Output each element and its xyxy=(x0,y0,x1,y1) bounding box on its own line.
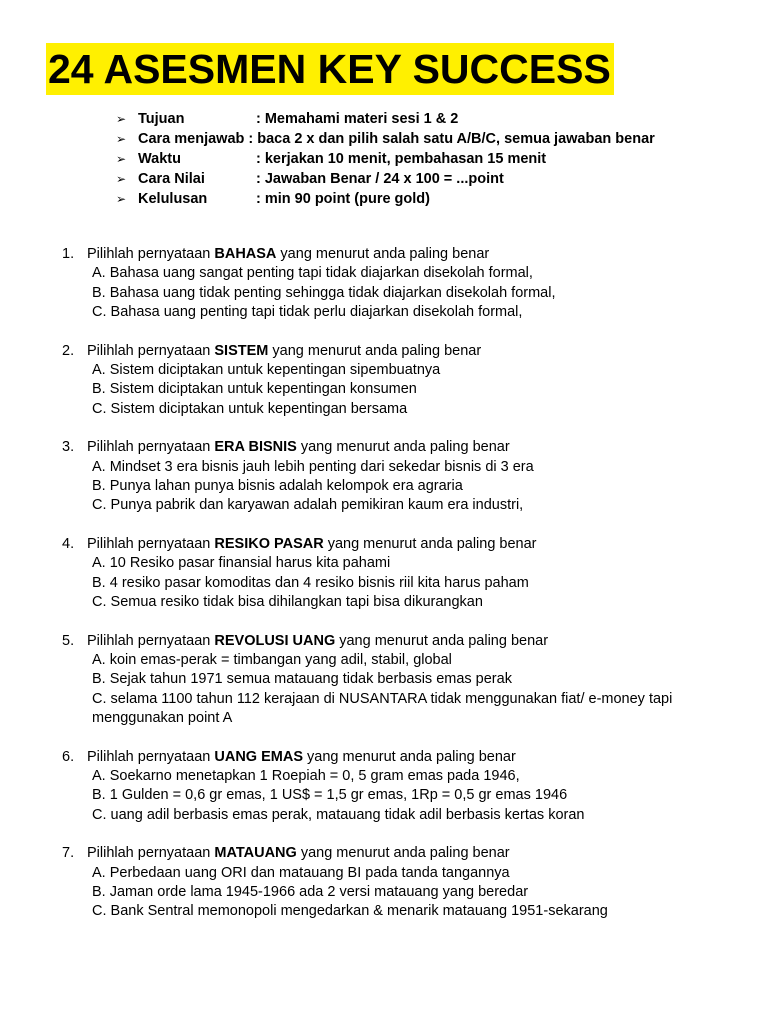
option-b[interactable]: B. Bahasa uang tidak penting sehingga tidak diajarkan disekolah formal, xyxy=(92,284,556,301)
question-text: 7. Pilihlah pernyataan MATAUANG yang menurut anda paling benar xyxy=(62,845,510,862)
instruction-label: Tujuan xyxy=(138,111,185,127)
option-c[interactable]: C. Sistem diciptakan untuk kepentingan bersama xyxy=(92,400,408,417)
option-b[interactable]: B. Sejak tahun 1971 semua matauang tidak berbasis emas perak xyxy=(92,671,512,688)
option-a[interactable]: A. Perbedaan uang ORI dan matauang BI pada tanda tangannya xyxy=(92,864,510,881)
question-text: 6. Pilihlah pernyataan UANG EMAS yang menurut anda paling benar xyxy=(62,748,516,765)
option-a[interactable]: A. Sistem diciptakan untuk kepentingan sipembuatnya xyxy=(92,362,441,379)
instruction-value: : baca 2 x dan pilih salah satu A/B/C, semua jawaban benar xyxy=(248,131,655,147)
instruction-label: Cara menjawab xyxy=(138,131,245,147)
question-7 xyxy=(62,844,742,922)
arrow-bullet-icon: ➢ xyxy=(116,152,127,166)
question-6 xyxy=(62,748,742,826)
arrow-bullet-icon: ➢ xyxy=(116,112,127,126)
question-text: 5. Pilihlah pernyataan REVOLUSI UANG yang menurut anda paling benar xyxy=(62,632,549,649)
instruction-value: : min 90 point (pure gold) xyxy=(256,191,430,207)
option-b[interactable]: B. Sistem diciptakan untuk kepentingan konsumen xyxy=(92,381,417,398)
question-1 xyxy=(62,245,742,323)
option-a[interactable]: A. 10 Resiko pasar finansial harus kita pahami xyxy=(92,555,391,572)
question-5 xyxy=(62,632,742,729)
option-b[interactable]: B. 1 Gulden = 0,6 gr emas, 1 US$ = 1,5 gr emas, 1Rp = 0,5 gr emas 1946 xyxy=(92,787,568,804)
option-a[interactable]: A. koin emas-perak = timbangan yang adil, stabil, global xyxy=(92,651,452,668)
instruction-item xyxy=(116,129,655,149)
question-text: 2. Pilihlah pernyataan SISTEM yang menurut anda paling benar xyxy=(62,342,482,359)
instruction-item xyxy=(116,149,655,169)
arrow-bullet-icon: ➢ xyxy=(116,192,127,206)
question-list xyxy=(62,245,742,941)
instruction-item xyxy=(116,189,655,209)
question-topic: RESIKO PASAR xyxy=(214,535,324,552)
option-a[interactable]: A. Bahasa uang sangat penting tapi tidak diajarkan disekolah formal, xyxy=(92,265,533,282)
instruction-item xyxy=(116,169,655,189)
instruction-value: : Memahami materi sesi 1 & 2 xyxy=(256,111,459,127)
arrow-bullet-icon: ➢ xyxy=(116,172,127,186)
instruction-label: Waktu xyxy=(138,151,181,167)
option-a[interactable]: A. Soekarno menetapkan 1 Roepiah = 0, 5 gram emas pada 1946, xyxy=(92,767,520,784)
question-topic: ERA BISNIS xyxy=(214,439,297,456)
instruction-value: : Jawaban Benar / 24 x 100 = ...point xyxy=(256,171,504,187)
option-b[interactable]: B. Punya lahan punya bisnis adalah kelompok era agraria xyxy=(92,478,463,495)
question-topic: UANG EMAS xyxy=(214,748,303,765)
option-c[interactable]: C. Punya pabrik dan karyawan adalah pemikiran kaum era industri, xyxy=(92,497,524,514)
option-c[interactable]: C. uang adil berbasis emas perak, matauang tidak adil berbasis kertas koran xyxy=(92,806,585,823)
option-c[interactable]: C. selama 1100 tahun 112 kerajaan di NUSANTARA tidak menggunakan fiat/ e-money tapi menggunakan point A xyxy=(92,690,673,727)
question-text: 3. Pilihlah pernyataan ERA BISNIS yang menurut anda paling benar xyxy=(62,439,510,456)
question-topic: REVOLUSI UANG xyxy=(214,632,336,649)
option-c[interactable]: C. Bank Sentral memonopoli mengedarkan & menarik matauang 1951-sekarang xyxy=(92,903,608,920)
instruction-value: : kerjakan 10 menit, pembahasan 15 menit xyxy=(256,151,547,167)
question-topic: MATAUANG xyxy=(214,845,297,862)
question-topic: BAHASA xyxy=(214,246,277,262)
option-c[interactable]: C. Semua resiko tidak bisa dihilangkan tapi bisa dikurangkan xyxy=(92,594,483,611)
question-text: 4. Pilihlah pernyataan RESIKO PASAR yang menurut anda paling benar xyxy=(62,535,537,552)
question-topic: SISTEM xyxy=(214,342,269,359)
arrow-bullet-icon: ➢ xyxy=(116,132,127,146)
question-3 xyxy=(62,438,742,516)
question-text: 1. Pilihlah pernyataan BAHASA yang menurut anda paling benar xyxy=(62,246,490,262)
option-c[interactable]: C. Bahasa uang penting tapi tidak perlu diajarkan disekolah formal, xyxy=(92,304,523,321)
option-b[interactable]: B. Jaman orde lama 1945-1966 ada 2 versi matauang yang beredar xyxy=(92,883,529,900)
option-a[interactable]: A. Mindset 3 era bisnis jauh lebih penting dari sekedar bisnis di 3 era xyxy=(92,458,534,475)
page-title: 24 ASESMEN KEY SUCCESS xyxy=(46,43,614,95)
option-b[interactable]: B. 4 resiko pasar komoditas dan 4 resiko bisnis riil kita harus paham xyxy=(92,574,529,591)
question-2 xyxy=(62,342,742,420)
instruction-item xyxy=(116,109,655,129)
instructions-list xyxy=(116,109,655,209)
question-4 xyxy=(62,535,742,613)
instruction-label: Cara Nilai xyxy=(138,171,205,187)
instruction-label: Kelulusan xyxy=(138,191,208,207)
